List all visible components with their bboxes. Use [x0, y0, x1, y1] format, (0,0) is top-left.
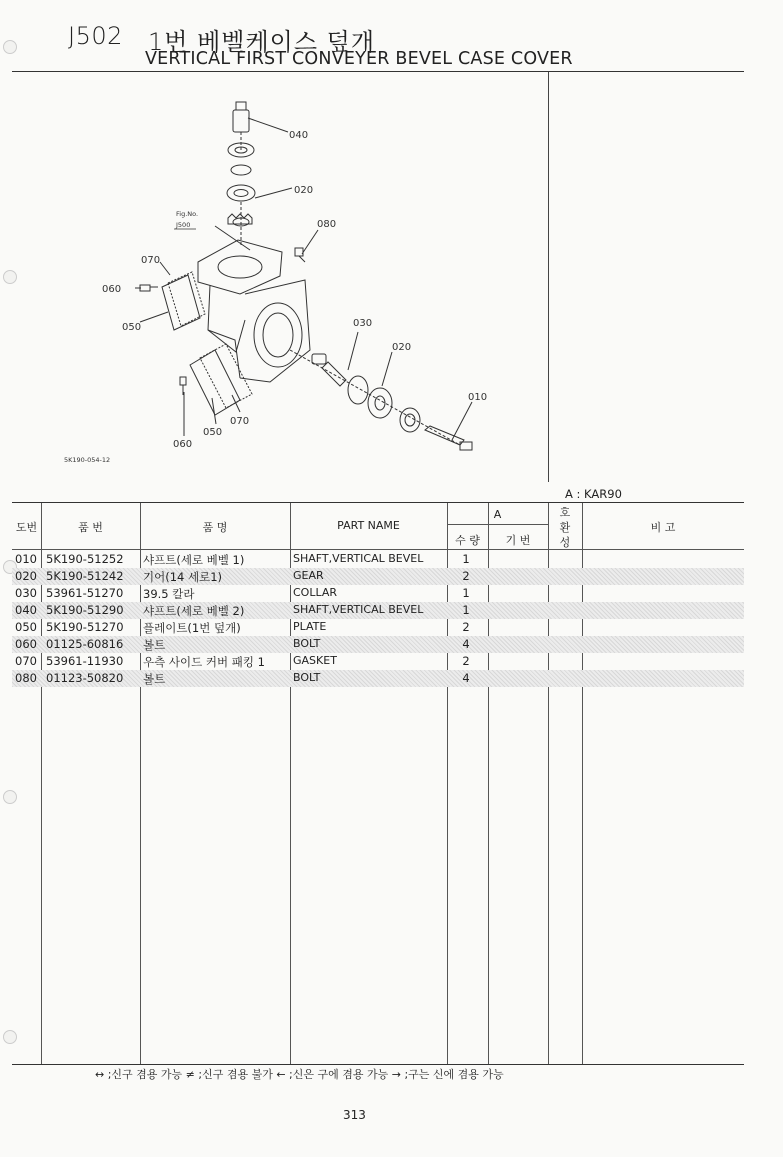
table-row: [12, 568, 744, 585]
callout-label: 020: [392, 342, 412, 353]
header-qty: 수 량: [455, 534, 480, 547]
callout-label: 010: [468, 392, 488, 403]
callout-label: 050: [203, 427, 223, 438]
page-title-english: VERTICAL FIRST CONVEYER BEVEL CASE COVER: [145, 49, 573, 69]
header-no: 도번: [15, 521, 38, 534]
page-code: J502: [68, 22, 123, 50]
row-part-no: 53961-11930: [46, 654, 124, 668]
model-label: A : KAR90: [565, 487, 622, 501]
callout-label: 060: [173, 439, 193, 450]
compatibility-legend: ↔ ;신구 겸용 가능 ≠ ;신구 겸용 불가 ← ;신은 구에 겸용 가능 → ;구는 신에 겸용 가능: [95, 1068, 504, 1081]
row-no: 040: [15, 603, 37, 617]
fig-ref-number: J500: [176, 221, 191, 229]
title-divider: [12, 71, 744, 72]
row-name-en: COLLAR: [293, 586, 338, 599]
header-bottom-rule: [12, 549, 744, 550]
row-qty: 4: [462, 671, 470, 685]
callout-label: 070: [230, 416, 250, 427]
row-name-en: GASKET: [293, 654, 337, 667]
row-part-no: 01125-60816: [46, 637, 124, 651]
header-group: A: [493, 508, 502, 521]
drawing-number: 5K190-054-12: [64, 456, 111, 464]
row-no: 070: [15, 654, 37, 668]
row-qty: 2: [462, 620, 470, 634]
row-name-en: GEAR: [293, 569, 324, 582]
row-name-en: PLATE: [293, 620, 327, 633]
row-name-en: BOLT: [293, 637, 321, 650]
row-part-no: 53961-51270: [46, 586, 124, 600]
row-qty: 1: [462, 586, 470, 600]
row-no: 030: [15, 586, 37, 600]
row-name-ko: 기어(14 세로1): [143, 570, 223, 584]
row-name-ko: 플레이트(1번 덮개): [143, 621, 241, 635]
callout-label: 040: [289, 130, 309, 141]
row-no: 010: [15, 552, 37, 566]
row-part-no: 5K190-51290: [46, 603, 124, 617]
callout-label: 080: [317, 219, 337, 230]
row-no: 060: [15, 637, 37, 651]
table-row: [12, 551, 744, 568]
page-number: 313: [343, 1108, 366, 1122]
row-name-ko: 볼트: [143, 672, 166, 686]
header-part-no: 품 번: [78, 521, 103, 534]
row-qty: 2: [462, 569, 470, 583]
row-no: 020: [15, 569, 37, 583]
parts-table: [12, 502, 744, 1065]
table-row: [12, 585, 744, 602]
row-part-no: 5K190-51252: [46, 552, 124, 566]
table-row: [12, 653, 744, 670]
row-name-ko: 볼트: [143, 638, 166, 652]
bevel-case-housing: [198, 240, 310, 382]
header-compat-1: 호: [559, 506, 571, 519]
table-row: [12, 602, 744, 619]
row-name-en: BOLT: [293, 671, 321, 684]
callout-label: 020: [294, 185, 314, 196]
row-name-ko: 39.5 칼라: [143, 587, 195, 601]
header-base: 기 번: [505, 534, 531, 547]
callout-label: 070: [141, 255, 161, 266]
row-name-en: SHAFT,VERTICAL BEVEL: [293, 552, 424, 565]
binder-hole: [3, 40, 17, 54]
row-part-no: 01123-50820: [46, 671, 124, 685]
fig-ref-label: Fig.No.: [176, 210, 199, 218]
row-qty: 1: [462, 603, 470, 617]
row-qty: 2: [462, 654, 470, 668]
header-name-ko: 품 명: [202, 521, 228, 534]
callout-label: 060: [102, 284, 122, 295]
row-no: 050: [15, 620, 37, 634]
header-part-name: PART NAME: [337, 519, 400, 532]
table-row: [12, 636, 744, 653]
header-compat-3: 성: [559, 536, 571, 549]
table-row: [12, 619, 744, 636]
row-name-ko: 샤프트(세로 베벨 1): [143, 553, 245, 567]
callout-label: 050: [122, 322, 142, 333]
row-name-ko: 우측 사이드 커버 패킹 1: [143, 655, 265, 669]
row-no: 080: [15, 671, 37, 685]
row-part-no: 5K190-51242: [46, 569, 124, 583]
binder-hole: [3, 270, 17, 284]
page-title-korean: 1번 베벨케이스 덮개: [148, 28, 375, 56]
table-row: [12, 670, 744, 687]
row-qty: 1: [462, 552, 470, 566]
row-qty: 4: [462, 637, 470, 651]
row-name-ko: 샤프트(세로 베벨 2): [143, 604, 245, 618]
exploded-parts-diagram: [40, 90, 550, 480]
callout-label: 030: [353, 318, 373, 329]
header-subdivider: [447, 524, 548, 525]
row-part-no: 5K190-51270: [46, 620, 124, 634]
header-remarks: 비 고: [650, 521, 676, 534]
row-name-en: SHAFT,VERTICAL BEVEL: [293, 603, 424, 616]
header-compat-2: 환: [559, 521, 571, 534]
